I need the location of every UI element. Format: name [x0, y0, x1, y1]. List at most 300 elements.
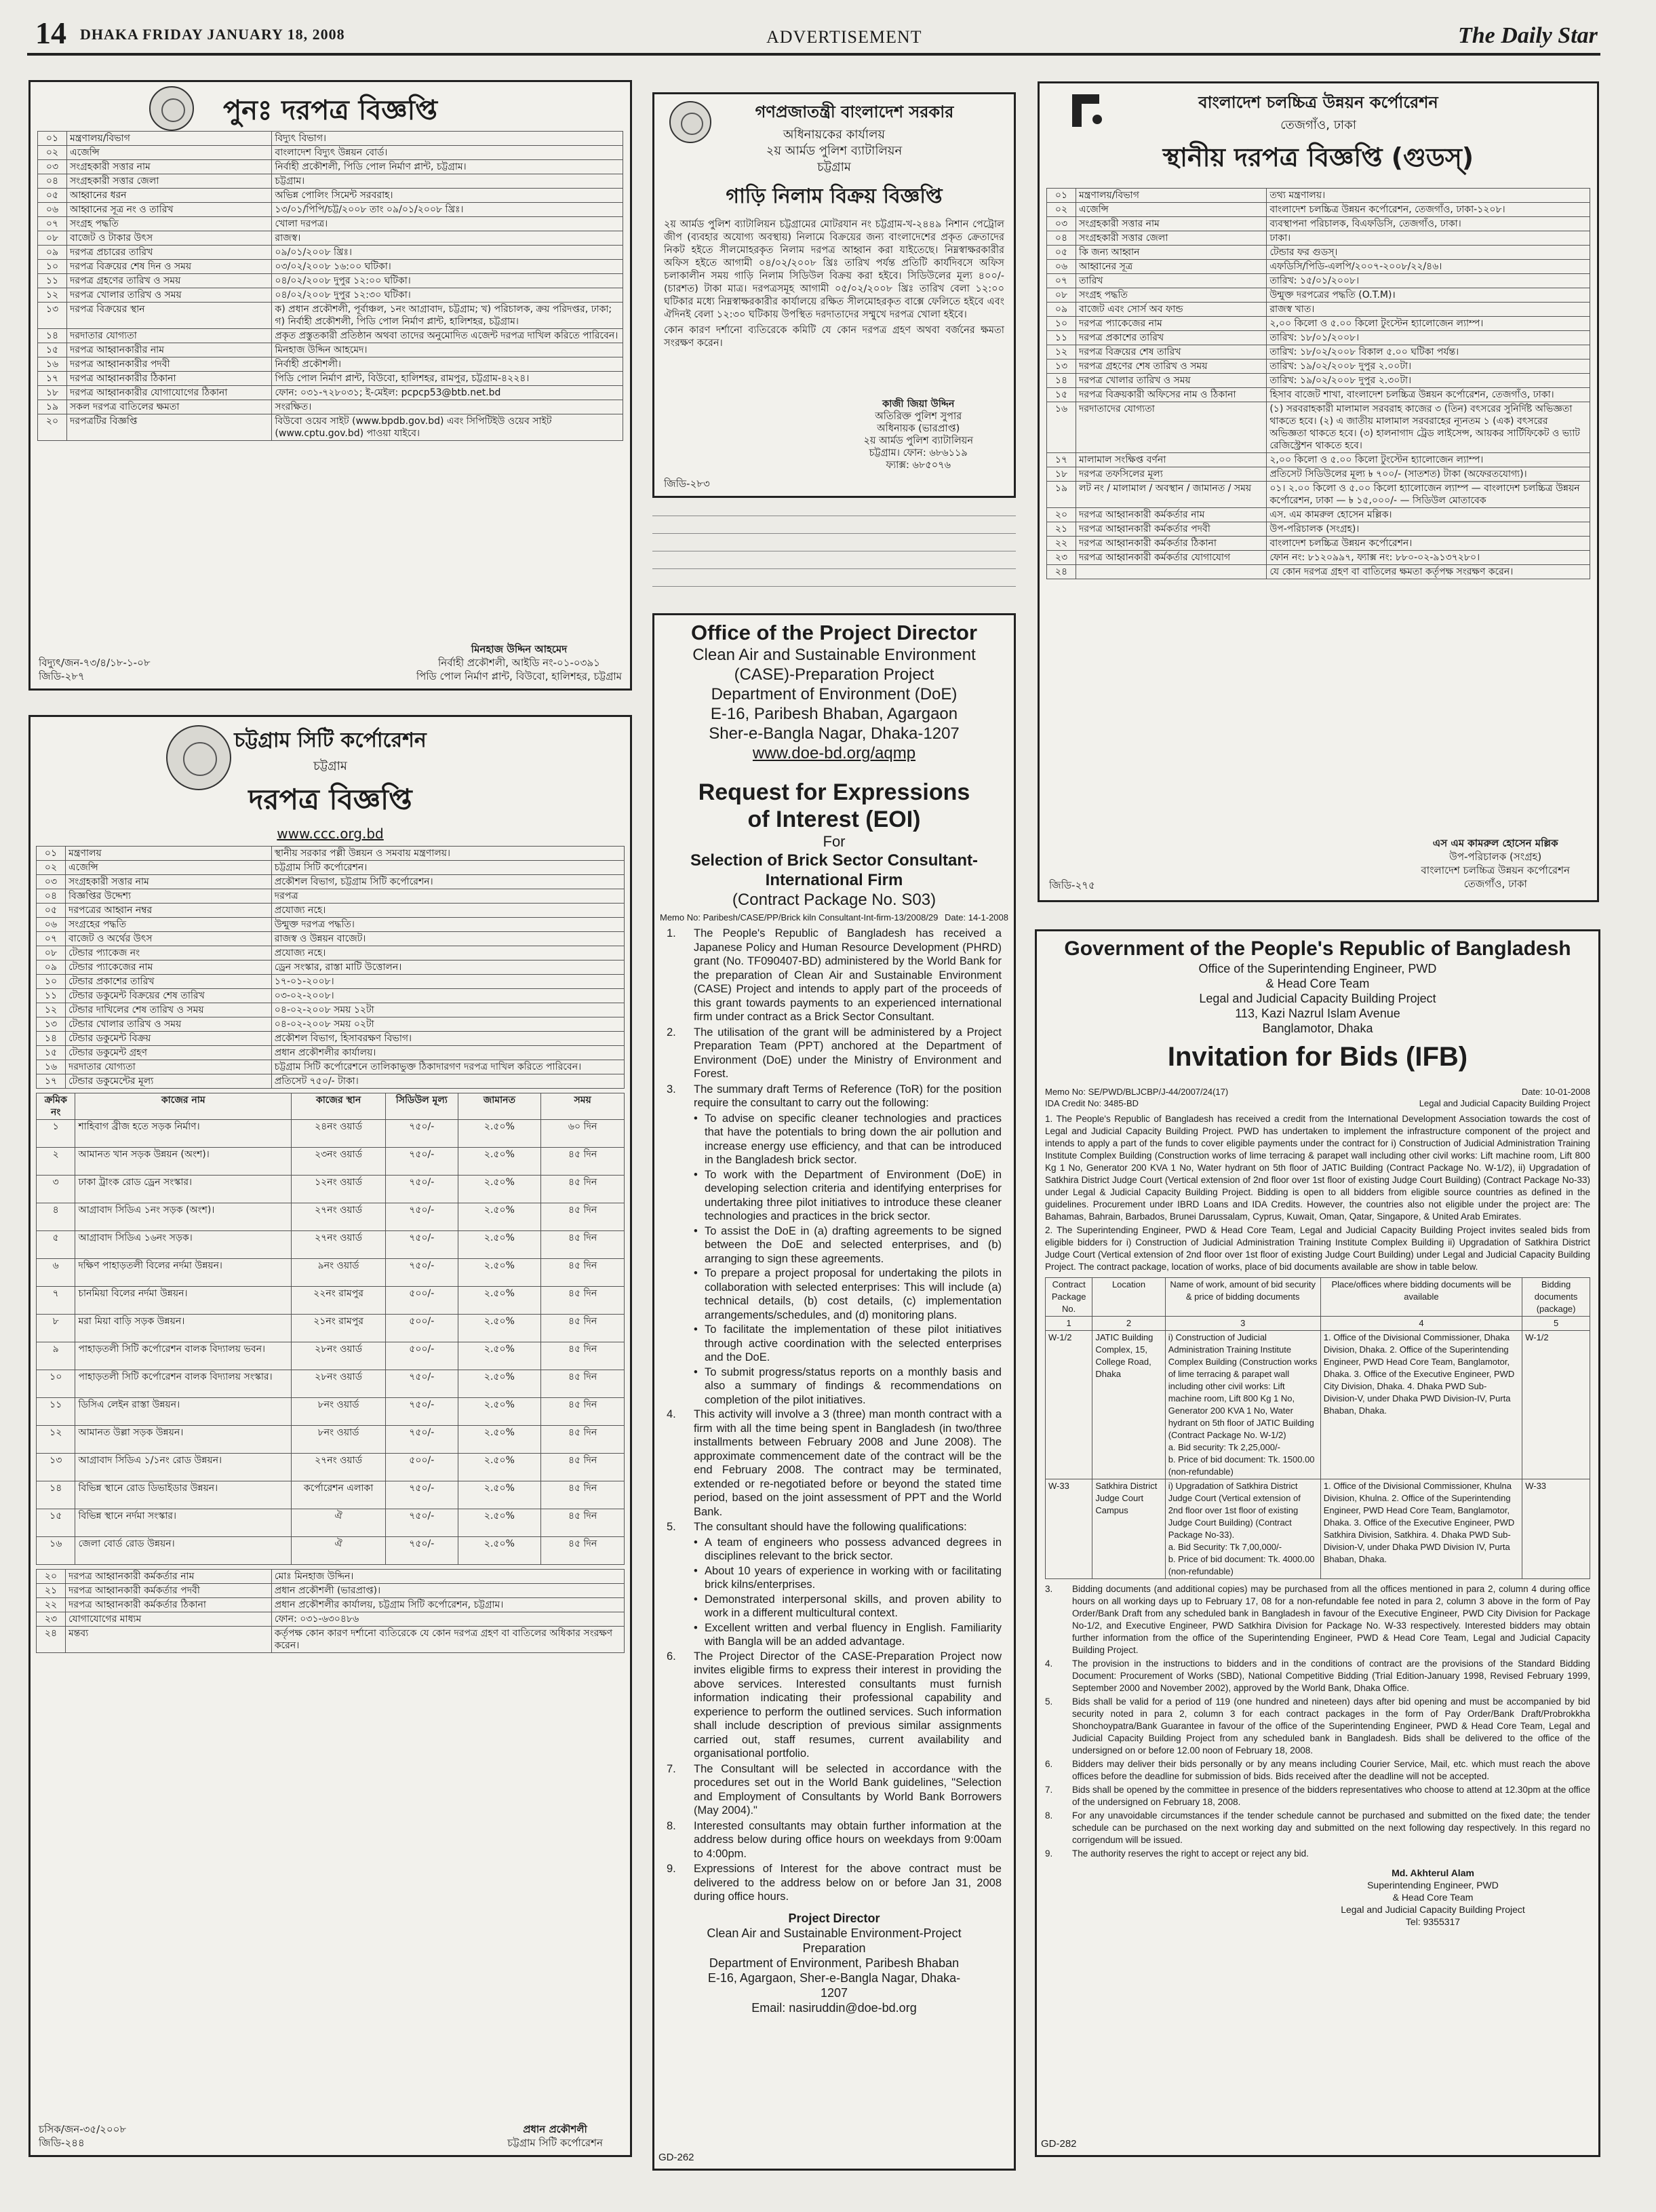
film-corp-logo-icon	[1067, 94, 1107, 142]
work-cell	[1165, 1331, 1320, 1479]
row-value: ০৯/০১/২০০৮ খ্রিঃ।	[272, 246, 623, 260]
case-sig-3: Department of Environment, Paribesh Bhaban	[709, 1956, 960, 1970]
police-office: অধিনায়কের কার্যালয়	[783, 128, 886, 142]
list-item: 9. Expressions of Interest for the above contract must be delivered to the address below on or before Jan 31, 2008 during office hours.	[667, 1863, 1002, 1903]
table-cell: ৭৫০/-	[386, 1537, 458, 1565]
table-cell: ডিসিএ লেইন রাস্তা উন্নয়ন।	[75, 1398, 292, 1426]
ccc-signatory: প্রধান প্রকৌশলী	[523, 2123, 587, 2135]
table-row	[1047, 565, 1590, 579]
column-header: Bidding documents (package)	[1522, 1278, 1590, 1317]
row-value: রাজস্ব খাত।	[1267, 303, 1590, 317]
row-label: টেন্ডার খোলার তারিখ ও সময়	[66, 1017, 272, 1032]
table-cell: আগ্রাবাদ সিডিএ ১নং সড়ক (অংশ)।	[75, 1203, 292, 1231]
row-label: টেন্ডার ডকুমেন্ট বিক্রয়ের শেষ তারিখ	[66, 989, 272, 1003]
case-memo-date: Date: 14-1-2008	[945, 912, 1008, 923]
row-label: টেন্ডার প্রকাশের তারিখ	[66, 975, 272, 989]
table-row	[37, 1612, 625, 1627]
table-cell: ৭৫০/-	[386, 1120, 458, 1148]
table-cell: আগ্রাবাদ সিডিএ ১৬নং সড়ক।	[75, 1231, 292, 1259]
table-cell: ২৪নং ওয়ার্ড	[292, 1120, 386, 1148]
ifb-item-text: Bids shall be opened by the committee in presence of the bidders representatives who choose to attend at 12.30pm at the office of the undersigned on February 18, 2008.	[1072, 1785, 1590, 1807]
table-cell: ২.৫০%	[458, 1120, 541, 1148]
ifb-office: Office of the Superintending Engineer, PWD	[1198, 962, 1437, 975]
row-number: ১৬	[37, 1060, 66, 1074]
ifb-para-1: 1. The People's Republic of Bangladesh has received a credit from the International Development Association towards the cost of Legal and Judicial Capacity Building Project. PWD has undertaken to implement the infrastructure component of the project and intends to apply a part of the funds to cover eligible payments under the contract for i) Construction of Judicial Administration Training Institute Complex Building (Construction works of lime terracing & parapet wall including other civil works: Lift machine room, Lift 800 Kg 1 No, Generator 200 KVA 1 No, Water hydrant on 5th floor of JATIC Building (Contract Package No. W-1/2), ii) Upgradation of Satkhira District Judge Court (Vertical extension of 2nd floor over 1st floor of existing Judge Court Building) (Contract Package No-33) under Legal & Judicial Capacity Building Project. Bidding is open to all bidders from eligible source countries as defined in the guidelines. Procurement under IBRD Loans and IDA Credits. However, the countries also not eligible under the project are: The Bahamas, Bahrain, Barbados, Brunei Darussalam, Cyprus, Kuwait, Oman, Qatar, Singapore, & United Arab Emirates.	[1045, 1114, 1590, 1222]
row-value: প্রতিসেট ৭৫০/- টাকা।	[271, 1074, 624, 1089]
table-row	[38, 274, 623, 288]
table-cell: আমানত উল্লা সড়ক উন্নয়ন।	[75, 1426, 292, 1454]
row-value: ড্রেন সংস্কার, রাস্তা মাটি উত্তোলন।	[271, 961, 624, 975]
film-corp-title: স্থানীয় দরপত্র বিজ্ঞপ্তি (গুডস্)	[1162, 142, 1474, 172]
table-row	[38, 174, 623, 189]
list-item-text: Expressions of Interest for the above contract must be delivered to the address below on or before Jan 31, 2008 during office hours.	[694, 1863, 1002, 1903]
row-label: দরপত্র আহ্বানকারী কর্মকর্তার পদবী	[1076, 522, 1267, 537]
table-row	[1047, 522, 1590, 537]
row-value: ০৪/০২/২০০৮ দুপুর ১২:৩০ ঘটিকা।	[272, 288, 623, 303]
bullet-item: • To prepare a project proposal for undertaking the pilots in collaboration with selected enterprises: This will include (a) technical details, (b) cost details, (c) implementation arrangements/schedules, and (d) monitoring plans.	[667, 1266, 1002, 1322]
row-number: ১১	[1047, 331, 1076, 345]
table-row	[37, 1481, 625, 1509]
work-text: i) Upgradation of Satkhira District Judge Court (Vertical extension of 2nd floor over 1st floor of existing Judge Court Building) (Contract Package No-33).	[1168, 1481, 1301, 1540]
table-cell: ২.৫০%	[458, 1370, 541, 1398]
row-label: দরপত্র আহ্বানকারী কর্মকর্তার ঠিকানা	[1076, 537, 1267, 551]
column-number: 5	[1522, 1317, 1590, 1331]
table-row	[1047, 453, 1590, 467]
page-number: 14	[35, 16, 66, 50]
row-number: ০৯	[37, 961, 66, 975]
police-unit: ২য় আর্মড পুলিশ ব্যাটালিয়ন	[766, 144, 903, 158]
row-value: তথ্য মন্ত্রণালয়।	[1267, 189, 1590, 203]
table-cell: ২.৫০%	[458, 1454, 541, 1481]
table-row	[1047, 388, 1590, 402]
column-number: 3	[1165, 1317, 1320, 1331]
row-value: প্রকৃত প্রস্তুতকারী প্রতিষ্ঠান অথবা তাদের অনুমোদিত এজেন্ট দরপত্র দাখিল করিতে পারিবেন।	[272, 329, 623, 343]
table-cell: ২.৫০%	[458, 1315, 541, 1342]
row-number: ২১	[37, 1584, 66, 1598]
row-number: ১৩	[38, 303, 67, 329]
row-number: ০৪	[1047, 231, 1076, 246]
row-value: দরপত্র	[271, 889, 624, 904]
newspaper-logo: The Daily Star	[1458, 23, 1598, 48]
offices-cell: 1. Office of the Divisional Commissioner, Dhaka Division, Dhaka. 2. Office of the Superintending Engineer, PWD Head Core Team, Banglamotor, Dhaka. 3. Office of the Executive Engineer, PWD City Division, Dhaka. 4. Dhaka PWD Sub-Division-V, under Dhaka PWD Division-IV, Purta Bhaban, Dhaka.	[1320, 1331, 1522, 1479]
ifb-ida: IDA Credit No: 3485-BD	[1045, 1098, 1139, 1108]
film-sig-2: বাংলাদেশ চলচ্চিত্র উন্নয়ন কর্পোরেশন	[1421, 864, 1570, 876]
table-row	[1047, 246, 1590, 260]
row-number: ০৬	[37, 918, 66, 932]
table-cell: ২.৫০%	[458, 1287, 541, 1315]
row-number: ১৭	[37, 1074, 66, 1089]
table-cell: বিভিন্ন স্থানে নর্দমা সংস্কার।	[75, 1509, 292, 1537]
police-auction-title: গাড়ি নিলাম বিক্রয় বিজ্ঞপ্তি	[726, 185, 943, 208]
table-row	[1047, 288, 1590, 303]
row-number: ১০	[38, 260, 67, 274]
table-row	[38, 357, 623, 372]
bullet-item: • To work with the Department of Environment (DoE) in developing selection criteria and identifying enterprises for undertaking three pilot initiatives to introduce these cleaner technologies and practices in the brick sector.	[667, 1168, 1002, 1224]
table-cell: ৯নং ওয়ার্ড	[292, 1259, 386, 1287]
list-item: 4. This activity will involve a 3 (three) man month contract with a firm with all the time being spent in Bangladesh (in two/three installments between February 2008 and June 2008). The approximate commencement date of the contract will be the end February 2008. The contract may be terminated, extended or re-negotiated before or beyond the stated time period, based on the joint assessment of PPT and the World Bank.	[667, 1408, 1002, 1518]
row-number: ০৯	[1047, 303, 1076, 317]
row-label: যোগাযোগের মাধ্যম	[66, 1612, 272, 1627]
government-emblem-icon	[669, 101, 711, 143]
case-sig-2: Preparation	[802, 1941, 866, 1955]
row-label: সংগ্রহকারী সত্তার জেলা	[67, 174, 272, 189]
table-cell: ২.৫০%	[458, 1481, 541, 1509]
table-row	[37, 1259, 625, 1287]
table-row	[37, 1627, 625, 1653]
row-number: ১২	[37, 1003, 66, 1017]
row-value: ক) প্রধান প্রকৌশলী, পূর্বাঞ্চল, ১নং আগ্রাবাদ, চট্টগ্রাম; খ) পরিচালক, ক্রয় পরিদপ্তর, ঢাকা; গ) নির্বাহী প্রকৌশলী, পিডি পোল নির্মাণ প্লান্ট, হালিশহর, চট্টগ্রাম।	[272, 303, 623, 329]
case-selection-2: International Firm	[765, 871, 903, 889]
row-value: ০১। ২.০০ কিলো ও ৫.০০ কিলো হ্যালোজেন ল্যাম্প — বাংলাদেশ চলচ্চিত্র উন্নয়ন কর্পোরেশন, ঢাকা — ৳ ১৫,০০০/- — সিডিউল মোতাবেক	[1267, 482, 1590, 508]
table-row	[1047, 482, 1590, 508]
table-cell: ৫০০/-	[386, 1454, 458, 1481]
case-office-title: Office of the Project Director	[690, 621, 978, 644]
bullet-item: • To advise on specific cleaner technologies and practices that have the potentials to bring down the air pollution and increase energy use efficiency, and that can be introduced in the Bangladesh brick sector.	[667, 1112, 1002, 1167]
row-value: প্রতিসেট সিডিউলের মূল্য ৳ ৭০০/- (সাতশত) টাকা (অফেরতযোগ্য)।	[1267, 467, 1590, 482]
case-email-link[interactable]: Email: nasiruddin@doe-bd.org	[751, 2000, 917, 2015]
bullet-item: • Demonstrated interpersonal skills, and proven ability to work in a different multicultural context.	[667, 1593, 1002, 1621]
row-label: টেন্ডার প্যাকেজ নং	[66, 946, 272, 961]
police-sig-5: ফ্যাক্স: ৬৮৫০৭৬	[886, 460, 951, 471]
location-cell: Satkhira District Judge Court Campus	[1092, 1479, 1165, 1579]
row-label: দরপত্র বিক্রয়ের শেষ দিন ও সময়	[67, 260, 272, 274]
table-row	[37, 1231, 625, 1259]
table-header-row	[37, 1093, 625, 1120]
row-label: আহ্বানের সূত্র নং ও তারিখ	[67, 203, 272, 217]
ifb-item-number: 6.	[1045, 1759, 1053, 1769]
row-label: লট নং / মালামাল / অবস্থান / জামানত / সময়	[1076, 482, 1267, 508]
row-value: প্রকৌশল বিভাগ, চট্টগ্রাম সিটি কর্পোরেশন।	[271, 875, 624, 889]
row-label: দরপত্র প্রকাশের তারিখ	[1076, 331, 1267, 345]
row-label: বাজেট এবং সোর্স অব ফান্ড	[1076, 303, 1267, 317]
ccc-title: দরপত্র বিজ্ঞপ্তি	[248, 783, 412, 816]
case-sig-1: Clean Air and Sustainable Environment-Project	[707, 1926, 962, 1940]
table-row	[1047, 274, 1590, 288]
table-row	[37, 1584, 625, 1598]
row-number: ১৮	[1047, 467, 1076, 482]
row-value: প্রধান প্রকৌশলীর কার্যালয়।	[271, 1046, 624, 1060]
row-number: ০৭	[37, 932, 66, 946]
ccc-website[interactable]: www.ccc.org.bd	[277, 826, 384, 842]
row-label: দরপত্রের আহ্বান নম্বর	[66, 904, 272, 918]
row-value: তারিখ: ১৫/০১/২০০৮।	[1267, 274, 1590, 288]
table-cell: ৪৫ দিন	[541, 1537, 625, 1565]
ifb-project: Legal and Judicial Capacity Building Project	[1199, 992, 1436, 1005]
table-cell: ১৬	[37, 1537, 75, 1565]
list-item: 1. The People's Republic of Bangladesh has received a Japanese Policy and Human Resource Development (PHRD) grant (No. TF090407-BD) administered by the World Bank for the preparation of Clean Air and Sustainable Environment (CASE) Project and intends to apply part of the proceeds of this grant towards payments to an experienced international firm under contract as a Brick Sector Consultant.	[667, 927, 1002, 1023]
row-number: ১৯	[38, 400, 67, 414]
police-sig-1: অতিরিক্ত পুলিশ সুপার	[875, 411, 962, 422]
ccc-gd-code: জিডি-২৪৪	[39, 2137, 85, 2149]
table-cell: ৪৫ দিন	[541, 1398, 625, 1426]
table-row	[37, 1287, 625, 1315]
table-row	[37, 946, 625, 961]
table-row	[38, 414, 623, 441]
list-item: 8. Interested consultants may obtain further information at the address below during office hours on weekdays from 9:00am to 4:00pm.	[667, 1819, 1002, 1860]
ccc-org-name: চট্টগ্রাম সিটি কর্পোরেশন	[234, 729, 427, 752]
case-items-3	[667, 1650, 1002, 1904]
ccc-officer-table	[36, 1569, 625, 1653]
work-text: i) Construction of Judicial Administration Training Institute Complex Building (Construction works of lime terracing & parapet wall including other civil works: Lift machine room, Lift 800 Kg 1 No, Generator 200 KVA 1 No, Water hydrant on 5th floor of JATIC Building (Contract Package No. W-1/2)	[1168, 1332, 1318, 1440]
police-gov-title: গণপ্রজাতন্ত্রী বাংলাদেশ সরকার	[755, 102, 954, 121]
list-item: 5. The consultant should have the following qualifications:	[667, 1521, 967, 1533]
table-row	[37, 1509, 625, 1537]
row-number: ২৪	[1047, 565, 1076, 579]
film-sig-3: তেজগাঁও, ঢাকা	[1463, 878, 1527, 890]
table-cell: ২.৫০%	[458, 1537, 541, 1565]
police-gd-code: জিডি-২৮৩	[664, 478, 710, 490]
row-value: তারিখ: ১৮/০২/২০০৮ বিকাল ৫.০০ ঘটিকা পর্যন্ত।	[1267, 345, 1590, 360]
list-item-text: The Project Director of the CASE-Preparation Project now invites eligible firms to express their interest in providing the above services. Interested consultants must furnish information indicating their professional capability and experience to perform the outlined services. Such information shall include description of previous similar assignments carried out, staff resumes, current availability and organisational portfolio.	[694, 1650, 1002, 1760]
table-row	[37, 1570, 625, 1584]
row-label: দরপত্র বিক্রয়ের স্থান	[67, 303, 272, 329]
ifb-project-line: Legal and Judicial Capacity Building Project	[1419, 1098, 1590, 1108]
case-sig-4: E-16, Agargaon, Sher-e-Bangla Nagar, Dhaka-	[707, 1971, 961, 1985]
row-label: সংগ্রহ পদ্ধতি	[1076, 288, 1267, 303]
case-package: (Contract Package No. S03)	[732, 891, 937, 909]
column-header: ক্রমিক নং	[37, 1093, 75, 1120]
table-cell: ৫০০/-	[386, 1287, 458, 1315]
row-number: ১৮	[38, 386, 67, 400]
table-row	[38, 372, 623, 386]
row-value: টেন্ডার ফর গুডস্।	[1267, 246, 1590, 260]
row-label: মালামাল সংক্ষিপ্ত বর্ণনা	[1076, 453, 1267, 467]
film-corp-org: বাংলাদেশ চলচ্চিত্র উন্নয়ন কর্পোরেশন	[1198, 93, 1438, 112]
table-cell: ৭	[37, 1287, 75, 1315]
dateline: DHAKA FRIDAY JANUARY 18, 2008	[80, 26, 345, 43]
ccc-ref: চসিক/জন-৩৫/২০০৮	[39, 2123, 127, 2135]
ccc-works-table	[36, 1093, 625, 1565]
row-value: যে কোন দরপত্র গ্রহণ বা বাতিলের ক্ষমতা কর্তৃপক্ষ সংরক্ষণ করেন।	[1267, 565, 1590, 579]
row-label: দরপত্র আহ্বানকারী কর্মকর্তার নাম	[1076, 508, 1267, 522]
row-value: রাজস্ব।	[272, 231, 623, 246]
table-row	[38, 303, 623, 329]
ifb-sig-2: & Head Core Team	[1392, 1892, 1474, 1903]
bullet-item: • A team of engineers who possess advanced degrees in disciplines relevant to the brick sector.	[667, 1536, 1002, 1564]
row-label: সংগ্রহ পদ্ধতি	[67, 217, 272, 231]
row-number: ১৯	[1047, 482, 1076, 508]
table-cell: ঢাকা ট্রাংক রোড ড্রেন সংস্কার।	[75, 1176, 292, 1203]
row-value: মিনহাজ উদ্দিন আহমেদ।	[272, 343, 623, 357]
case-sig-title: Project Director	[788, 1911, 880, 1925]
row-label: টেন্ডার প্যাকেজের নাম	[66, 961, 272, 975]
table-row	[1046, 1479, 1590, 1579]
row-number: ০২	[1047, 203, 1076, 217]
film-corp-city: তেজগাঁও, ঢাকা	[1280, 118, 1356, 132]
list-item-text: This activity will involve a 3 (three) man month contract with a firm with all the time being spent in Bangladesh (in two/three installments between February 2008 and June 2008). The approximate commencement date of the contract will be the end February 2008. The contract may be terminated, extended or re-negotiated before or beyond the stated time period, based on the joint assessment of PPT and the World Bank.	[694, 1408, 1002, 1518]
row-value: এস. এম কামরুল হোসেন মল্লিক।	[1267, 508, 1590, 522]
blank-rule-line	[652, 533, 1016, 534]
row-label: কি জন্য আহ্বান	[1076, 246, 1267, 260]
police-sig-3: ২য় আর্মড পুলিশ ব্যাটালিয়ন	[863, 435, 973, 446]
column-header: Name of work, amount of bid security & price of bidding documents	[1165, 1278, 1320, 1317]
table-cell: ৮নং ওয়ার্ড	[292, 1426, 386, 1454]
table-cell: ৪৫ দিন	[541, 1259, 625, 1287]
row-number: ২৩	[1047, 551, 1076, 565]
column-header: সিডিউল মূল্য	[386, 1093, 458, 1120]
table-row	[1047, 303, 1590, 317]
table-cell: ৭৫০/-	[386, 1370, 458, 1398]
row-label	[1076, 565, 1267, 579]
row-label: দরপত্র খোলার তারিখ ও সময়	[1076, 374, 1267, 388]
table-row	[37, 889, 625, 904]
row-value: কর্তৃপক্ষ কোন কারণ দর্শানো ব্যতিরেকে যে কোন দরপত্র গ্রহণ বা বাতিলের অধিকার সংরক্ষণ করেন।	[271, 1627, 624, 1653]
row-label: তারিখ	[1076, 274, 1267, 288]
column-header: সময়	[541, 1093, 625, 1120]
row-value: নির্বাহী প্রকৌশলী।	[272, 357, 623, 372]
list-item-text: The summary draft Terms of Reference (ToR) for the position require the consultant to carry out the following:	[694, 1083, 1002, 1109]
row-label: টেন্ডার দাখিলের শেষ তারিখ ও সময়	[66, 1003, 272, 1017]
row-label: বাজেট ও অর্থের উৎস	[66, 932, 272, 946]
case-gd-code: GD-262	[658, 2152, 694, 2163]
table-cell: ২৮নং ওয়ার্ড	[292, 1370, 386, 1398]
ifb-item	[1045, 1696, 1590, 1757]
ifb-title: Invitation for Bids (IFB)	[1167, 1042, 1468, 1072]
table-row	[37, 1003, 625, 1017]
table-row	[37, 1046, 625, 1060]
column-number: 1	[1046, 1317, 1092, 1331]
table-cell: ২	[37, 1148, 75, 1176]
table-row	[37, 1203, 625, 1231]
case-project-line1: Clean Air and Sustainable Environment	[692, 646, 976, 664]
case-address-2: Sher-e-Bangla Nagar, Dhaka-1207	[709, 724, 960, 743]
row-number: ২১	[1047, 522, 1076, 537]
column-number-row	[1046, 1317, 1590, 1331]
package-cell: W-1/2	[1046, 1331, 1092, 1479]
row-number: ২৩	[37, 1612, 66, 1627]
table-cell: আগ্রাবাদ সিডিএ ১/১নং রোড উন্নয়ন।	[75, 1454, 292, 1481]
row-label: দরপত্র আহ্বানকারীর ঠিকানা	[67, 372, 272, 386]
film-corp-tender-notice	[1038, 81, 1599, 902]
case-address-1: E-16, Paribesh Bhaban, Agargaon	[710, 705, 958, 723]
row-label: দরপত্র বিক্রয়ের শেষ তারিখ	[1076, 345, 1267, 360]
table-cell: ৪৫ দিন	[541, 1509, 625, 1537]
case-department: Department of Environment (DoE)	[711, 685, 958, 703]
row-number: ১১	[37, 989, 66, 1003]
table-row	[37, 847, 625, 861]
row-label: দরপত্র খোলার তারিখ ও সময়	[67, 288, 272, 303]
table-row	[1047, 402, 1590, 453]
table-row	[37, 875, 625, 889]
row-value: প্রযোজ্য নহে।	[271, 904, 624, 918]
table-cell: ৭৫০/-	[386, 1509, 458, 1537]
police-note: কোন কারণ দর্শানো ব্যতিরেকে কমিটি যে কোন দরপত্র গ্রহণ অথবা বর্জনের ক্ষমতা সংরক্ষণ করেন।	[664, 325, 1004, 349]
table-cell: ৭৫০/-	[386, 1148, 458, 1176]
row-value: বাংলাদেশ চলচ্চিত্র উন্নয়ন কর্পোরেশন, তেজগাঁও, ঢাকা-১২০৮।	[1267, 203, 1590, 217]
ifb-item-text: Bidders may deliver their bids personally or by any means including Courier Service, Mail, etc. which must reach the above offices before the deadline for submission of bids. Bids received after the deadline will not be accepted.	[1072, 1759, 1590, 1781]
row-label: আহ্বানের সূত্র	[1076, 260, 1267, 274]
row-value: ১৩/০১/পিপি/চট্ট/২০০৮ তাং ০৯/০১/২০০৮ খ্রিঃ।	[272, 203, 623, 217]
row-value: ০৩-০২-২০০৮।	[271, 989, 624, 1003]
row-value: স্থানীয় সরকার পল্লী উন্নয়ন ও সমবায় মন্ত্রণালয়।	[271, 847, 624, 861]
table-cell: ৪৫ দিন	[541, 1426, 625, 1454]
case-website-link[interactable]: www.doe-bd.org/aqmp	[752, 744, 916, 762]
row-number: ১৫	[38, 343, 67, 357]
row-label: দরদাতাদের যোগ্যতা	[1076, 402, 1267, 453]
column-number: 2	[1092, 1317, 1165, 1331]
table-cell: দক্ষিণ পাহাড়তলী বিলের নর্দমা উন্নয়ন।	[75, 1259, 292, 1287]
ifb-packages-table	[1045, 1277, 1590, 1579]
case-tor-bullets	[667, 1112, 1002, 1408]
table-row	[1047, 537, 1590, 551]
column-header: Place/offices where bidding documents will be available	[1320, 1278, 1522, 1317]
ccc-logo-icon	[166, 725, 231, 790]
row-number: ২০	[38, 414, 67, 441]
row-number: ২০	[1047, 508, 1076, 522]
ifb-item	[1045, 1758, 1590, 1783]
table-row	[1047, 217, 1590, 231]
row-value: প্রধান প্রকৌশলীর কার্যালয়, চট্টগ্রাম সিটি কর্পোরেশন, চট্টগ্রাম।	[271, 1598, 624, 1612]
blank-rule-line	[652, 586, 1016, 587]
row-number: ১২	[1047, 345, 1076, 360]
row-value: তারিখ: ১৯/০২/২০০৮ দুপুর ২.০০টা।	[1267, 360, 1590, 374]
table-row	[38, 329, 623, 343]
retender-ref: বিদ্যুৎ/জন-৭৩/৪/১৮-১-০৮	[39, 657, 151, 669]
ifb-item-number: 9.	[1045, 1848, 1053, 1859]
table-row	[38, 217, 623, 231]
table-cell: পাহাড়তলী সিটি কর্পোরেশন বালক বিদ্যালয় ভবন।	[75, 1342, 292, 1370]
table-row	[1047, 203, 1590, 217]
table-row	[1046, 1331, 1590, 1479]
list-item: 2. The utilisation of the grant will be administered by a Project Preparation Team (PPT) anchored at the Department of Environment (DoE) under the Ministry of Environment and Forest.	[667, 1026, 1002, 1080]
document-cell: W-33	[1522, 1479, 1590, 1579]
row-value: চট্টগ্রাম সিটি কর্পোরেশনে তালিকাভুক্ত ঠিকাদারগণ দরপত্র দাখিল করিতে পারিবেন।	[271, 1060, 624, 1074]
row-number: ১৭	[38, 372, 67, 386]
row-value: ০৪/০২/২০০৮ দুপুর ১২:০০ ঘটিকা।	[272, 274, 623, 288]
table-cell: ১২	[37, 1426, 75, 1454]
bullet-item: • About 10 years of experience in working with or facilitating brick kilns/enterprises.	[667, 1564, 1002, 1592]
table-row	[38, 231, 623, 246]
row-value: এফডিসি/পিডি-এলপি/২০০৭-২০০৮/২২/৪৬।	[1267, 260, 1590, 274]
row-label: দরদাতার যোগ্যতা	[66, 1060, 272, 1074]
table-row	[37, 1315, 625, 1342]
ccc-tender-notice	[28, 715, 632, 2157]
column-header: কাজের নাম	[75, 1093, 292, 1120]
row-number: ০৭	[1047, 274, 1076, 288]
retender-signatory: মিনহাজ উদ্দিন আহমেদ	[471, 643, 568, 655]
row-number: ১৪	[37, 1032, 66, 1046]
row-value: ফোন নং: ৮১২০৯৯৭, ফ্যাক্স নং: ৮৮০-০২-৯১৩৭২৮০।	[1267, 551, 1590, 565]
section-label: ADVERTISEMENT	[766, 27, 922, 47]
bullet-item: • To submit progress/status reports on a monthly basis and also a summary of findings & recommendations on completion of the pilot initiatives.	[667, 1365, 1002, 1408]
table-cell: জেলা বোর্ড রোড উন্নয়ন।	[75, 1537, 292, 1565]
retender-signatory-office: পিডি পোল নির্মাণ প্লান্ট, বিউবো, হালিশহর, চট্টগ্রাম	[416, 670, 622, 682]
row-value: সংরক্ষিত।	[272, 400, 623, 414]
table-row	[37, 1454, 625, 1481]
row-label: মন্ত্রণালয়	[66, 847, 272, 861]
police-sig-4: চট্টগ্রাম। ফোন: ৬৮৬১১৯	[869, 448, 968, 459]
table-cell: ৪৫ দিন	[541, 1203, 625, 1231]
table-cell: ৪	[37, 1203, 75, 1231]
row-label: দরপত্র আহ্বানকারী কর্মকর্তার পদবী	[66, 1584, 272, 1598]
case-sig-5: 1207	[820, 1985, 848, 2000]
case-selection-1: Selection of Brick Sector Consultant-	[690, 851, 979, 870]
ifb-address-1: 113, Kazi Nazrul Islam Avenue	[1235, 1007, 1400, 1020]
column-number: 4	[1320, 1317, 1522, 1331]
table-cell: ২.৫০%	[458, 1203, 541, 1231]
retender-gd-code: জিডি-২৮৭	[39, 670, 85, 682]
row-value: বাংলাদেশ চলচ্চিত্র উন্নয়ন কর্পোরেশন।	[1267, 537, 1590, 551]
row-label: সংগ্রহের পদ্ধতি	[66, 918, 272, 932]
row-number: ২২	[37, 1598, 66, 1612]
film-corp-table	[1046, 188, 1590, 579]
table-row	[37, 1598, 625, 1612]
row-value: হিসাব বাজেট শাখা, বাংলাদেশ চলচ্চিত্র উন্নয়ন কর্পোরেশন, তেজগাঁও, ঢাকা।	[1267, 388, 1590, 402]
row-number: ০৮	[37, 946, 66, 961]
table-cell: ৪৫ দিন	[541, 1370, 625, 1398]
row-number: ১৪	[1047, 374, 1076, 388]
table-row	[37, 1017, 625, 1032]
